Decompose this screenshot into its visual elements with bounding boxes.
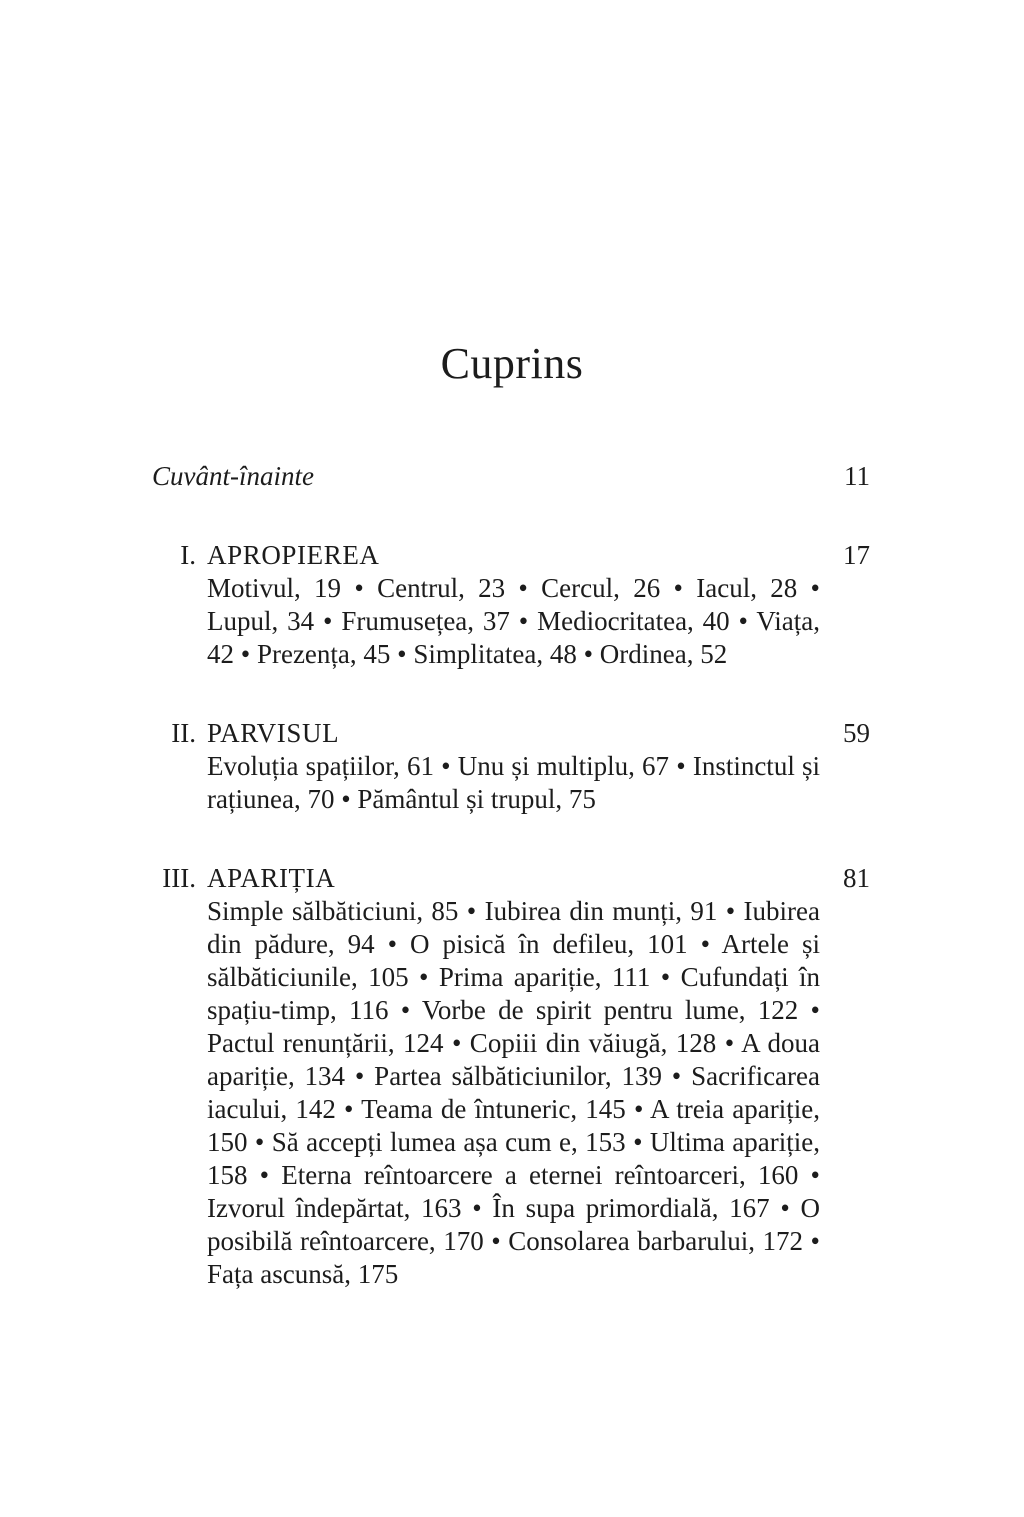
toc-section-entry: [152, 717, 870, 816]
section-subsections: Evoluția spațiilor, 61 • Unu și multiplu, 67 • Instinctul și rațiunea, 70 • Pământul și trupul, 75: [207, 751, 820, 814]
section-title: APROPIEREA: [207, 540, 380, 570]
section-page-number: 59: [843, 718, 870, 748]
toc-front-matter-row: [152, 460, 870, 493]
toc-section-header: [152, 717, 870, 750]
toc-section-entry: [152, 862, 870, 1291]
front-matter-label: Cuvânt-înainte: [152, 461, 314, 491]
section-subsections: Motivul, 19 • Centrul, 23 • Cercul, 26 • Iacul, 28 • Lupul, 34 • Frumusețea, 37 • Mediocritatea, 40 • Viața, 42 • Prezența, 45 • Simplitatea, 48 • Ordinea, 52: [207, 573, 820, 669]
toc-section-entry: [152, 539, 870, 671]
table-of-contents: [152, 460, 870, 1291]
section-numeral: I.: [180, 540, 196, 570]
section-page-number: 17: [843, 540, 870, 570]
section-title: APARIȚIA: [207, 863, 336, 893]
toc-sections: [152, 539, 870, 1291]
section-page-number: 81: [843, 863, 870, 893]
toc-section-header: [152, 539, 870, 572]
section-numeral: II.: [171, 718, 196, 748]
page-title: Cuprins: [440, 339, 584, 388]
toc-section-header: [152, 862, 870, 895]
section-title: PARVISUL: [207, 718, 340, 748]
section-subsections: Simple sălbăticiuni, 85 • Iubirea din munți, 91 • Iubirea din pădure, 94 • O pisică în defileu, 101 • Artele și sălbăticiunile, 105 • Prima apariție, 111 • Cufundați în spațiu-timp, 116 • Vorbe de spirit pentru lume, 122 • Pactul renunțării, 124 • Copiii din văiugă, 128 • A doua apariție, 134 • Partea sălbăticiunilor, 139 • Sacrificarea iacului, 142 • Teama de întuneric, 145 • A treia apariție, 150 • Să accepți lumea așa cum e, 153 • Ultima apariție, 158 • Eterna reîntoarcere a eternei reîntoarceri, 160 • Izvorul îndepărtat, 163 • În supa primordială, 167 • O posibilă reîntoarcere, 170 • Consolarea barbarului, 172 • Fața ascunsă, 175: [207, 896, 820, 1289]
section-numeral: III.: [162, 863, 196, 893]
front-matter-page-number: 11: [844, 461, 870, 491]
